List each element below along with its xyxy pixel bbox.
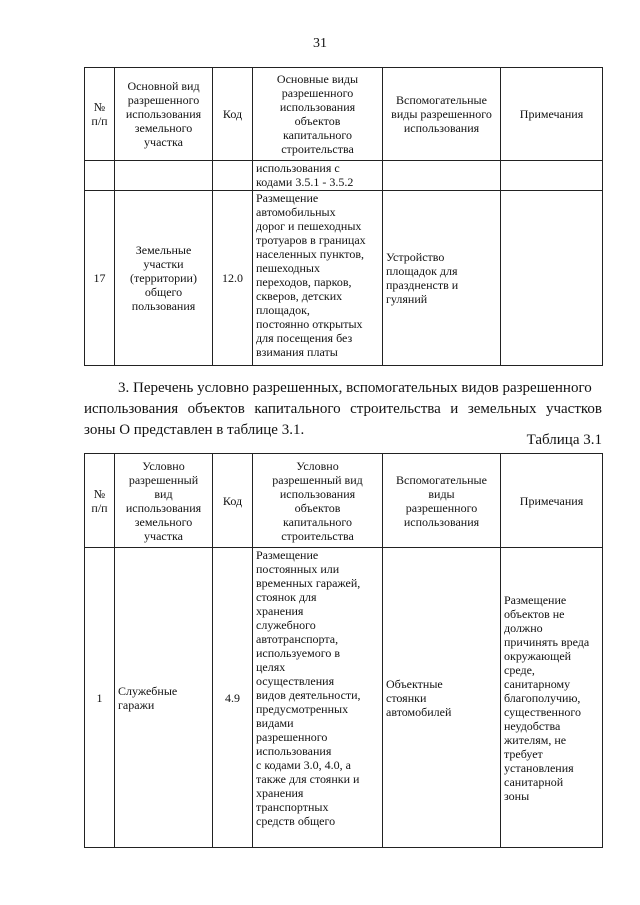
table-caption: Таблица 3.1 [526,432,602,448]
row-notes [501,191,603,366]
header-main-type: Основной вид разрешенного использования земельного участка [115,68,213,161]
paragraph-rest: использования объектов капитального строительства и земельных участков зоны О представлен в таблице 3.1. [84,401,602,438]
header-code: Код [213,454,253,548]
row-cond-types-oks: Размещение постоянных или временных гаражей, стоянок для хранения служебного автотранспорта, используемого в целях осуществления видов деятельности, предусмотренных видами разрешенного использования с кодами 3.0, 4.0, а также для стоянки и хранения транспортных средств общего [253,548,383,848]
continuation-cell: использования с кодами 3.5.1 - 3.5.2 [253,161,383,191]
table-row [85,191,603,366]
row-code: 4.9 [213,548,253,848]
header-notes: Примечания [501,68,603,161]
header-code: Код [213,68,253,161]
row-num: 17 [85,191,115,366]
table-header-row [85,454,603,548]
page-number: 31 [313,36,327,51]
row-cond-type: Служебные гаражи [115,548,213,848]
header-cond-types-oks: Условно разрешенный вид использования объектов капитального строительства [253,454,383,548]
zoning-table-continued [84,67,603,366]
paragraph-line-1: 3. Перечень условно разрешенных, вспомогательных видов разрешенного [118,380,592,396]
header-notes: Примечания [501,454,603,548]
paragraph-3 [84,378,602,441]
header-num: № п/п [85,68,115,161]
row-main-types-oks: Размещение автомобильных дорог и пешеходных тротуаров в границах населенных пунктов, пешеходных переходов, парков, скверов, детских площадок, постоянно открытых для посещения без взимания платы [253,191,383,366]
table-header-row [85,68,603,161]
header-num: № п/п [85,454,115,548]
row-aux-types: Объектные стоянки автомобилей [383,548,501,848]
table-row [85,161,603,191]
header-main-types-oks: Основные виды разрешенного использования объектов капитального строительства [253,68,383,161]
header-aux-types: Вспомогательные виды разрешенного использования [383,68,501,161]
table-row [85,548,603,848]
header-aux-types: Вспомогательные виды разрешенного использования [383,454,501,548]
row-notes: Размещение объектов не должно причинять вреда окружающей среде, санитарному благополучию, существенного неудобства жителям, не требует установления санитарной зоны [501,548,603,848]
conditional-use-table [84,453,603,848]
row-code: 12.0 [213,191,253,366]
row-main-type: Земельные участки (территории) общего пользования [115,191,213,366]
row-num: 1 [85,548,115,848]
row-aux-types: Устройство площадок для праздненств и гуляний [383,191,501,366]
header-cond-type: Условно разрешенный вид использования земельного участка [115,454,213,548]
